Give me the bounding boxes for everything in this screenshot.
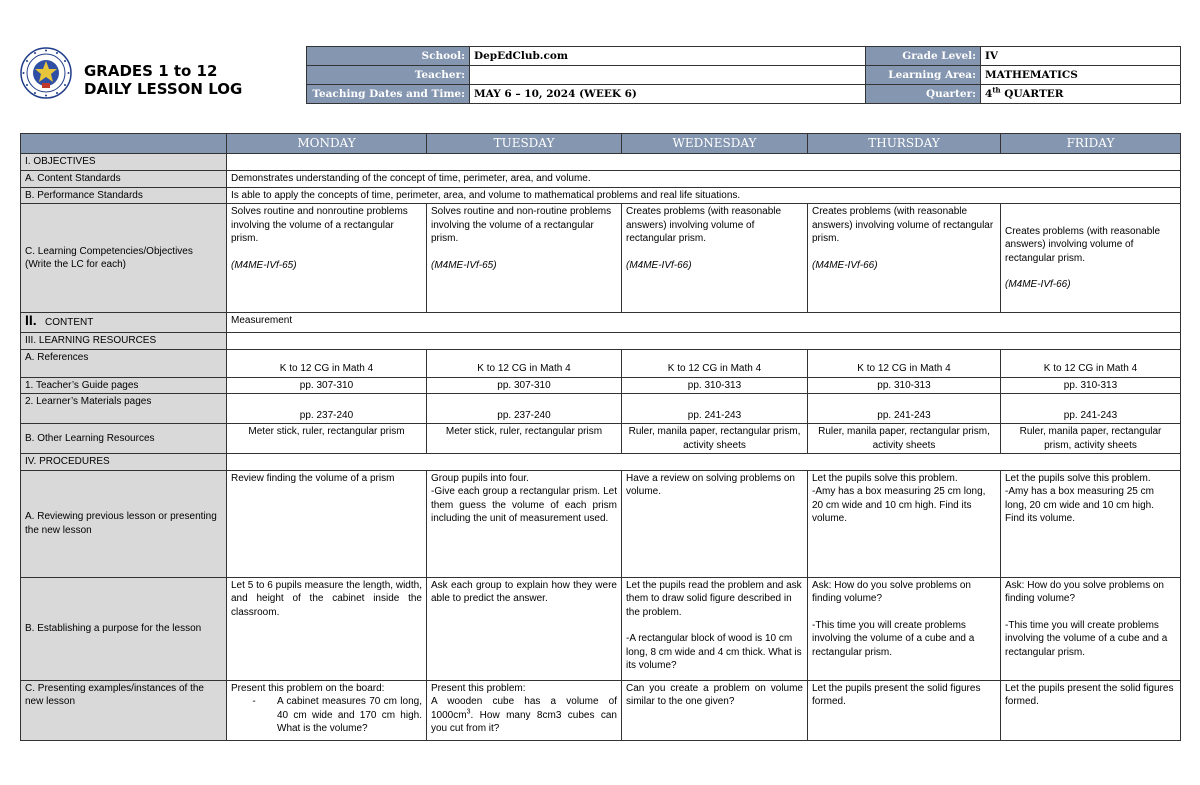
proc-c-monday [227, 680, 427, 740]
proc-b-wednesday-line2: -A rectangular block of wood is 10 cm long, 8 cm wide and 4 cm thick. What is its volume? [626, 633, 802, 671]
ref-friday: K to 12 CG in Math 4 [1001, 349, 1181, 377]
lc-text: Creates problems (with reasonable answers) involving volume of rectangular prism. [1005, 225, 1161, 264]
lm-thursday: pp. 241-243 [808, 394, 1001, 424]
objectives-blank-cell [227, 154, 1181, 171]
proc-c-tuesday-sup: 3 [466, 708, 471, 716]
grade-level-value: IV [981, 47, 1181, 66]
proc-a-tuesday-line2: -Give each group a rectangular prism. Let them guess the volume of each prism including the unit of measurement used. [431, 486, 617, 524]
lm-wednesday: pp. 241-243 [622, 394, 808, 424]
title-line-dll: DAILY LESSON LOG [84, 80, 243, 98]
proc-c-tuesday [427, 680, 622, 740]
lm-friday: pp. 241-243 [1001, 394, 1181, 424]
tg-thursday: pp. 310-313 [808, 377, 1001, 394]
tg-friday: pp. 310-313 [1001, 377, 1181, 394]
quarter-word: QUARTER [1000, 88, 1064, 100]
other-tuesday: Meter stick, ruler, rectangular prism [427, 424, 622, 454]
learning-area-label: Learning Area: [866, 66, 981, 85]
lc-label-line2: (Write the LC for each) [25, 259, 126, 270]
proc-b-wednesday-line1: Let the pupils read the problem and ask them to draw solid figure described in the problem. [626, 579, 802, 618]
ref-wednesday: K to 12 CG in Math 4 [622, 349, 808, 377]
content-heading-text: CONTENT [45, 317, 94, 328]
proc-b-monday: Let 5 to 6 pupils measure the length, width, and height of the cabinet inside the classroom. [227, 577, 427, 680]
document-title [84, 62, 242, 98]
learning-competencies-label [21, 204, 227, 313]
lc-monday [227, 204, 427, 313]
proc-a-tuesday [427, 470, 622, 577]
teacher-value [470, 66, 866, 85]
proc-a-thursday [808, 470, 1001, 577]
lc-text: Solves routine and nonroutine problems involving the volume of a rectangular prism. [231, 206, 408, 244]
grade-level-label: Grade Level: [866, 47, 981, 66]
proc-b-friday-line1: Ask: How do you solve problems on finding volume? [1005, 579, 1164, 604]
lc-text: Creates problems (with reasonable answers) involving volume of rectangular prism. [812, 206, 994, 244]
days-header-row [21, 134, 1181, 154]
day-wednesday: WEDNESDAY [622, 134, 808, 154]
tg-tuesday: pp. 307-310 [427, 377, 622, 394]
deped-seal-logo [20, 47, 72, 99]
days-corner-cell [21, 134, 227, 154]
ref-tuesday: K to 12 CG in Math 4 [427, 349, 622, 377]
lm-monday: pp. 237-240 [227, 394, 427, 424]
proc-b-thursday [808, 577, 1001, 680]
lc-code: (M4ME-IVf-65) [431, 259, 497, 271]
lc-code: (M4ME-IVf-65) [231, 259, 297, 271]
teaching-dates-value: MAY 6 – 10, 2024 (WEEK 6) [470, 85, 866, 104]
lc-code: (M4ME-IVf-66) [1005, 279, 1071, 290]
content-value: Measurement [227, 313, 1181, 333]
day-friday: FRIDAY [1001, 134, 1181, 154]
proc-b-tuesday: Ask each group to explain how they were able to predict the answer. [427, 577, 622, 680]
other-thursday: Ruler, manila paper, rectangular prism, activity sheets [808, 424, 1001, 454]
other-resources-label: B. Other Learning Resources [21, 424, 227, 454]
tg-monday: pp. 307-310 [227, 377, 427, 394]
day-thursday: THURSDAY [808, 134, 1001, 154]
references-label: A. References [21, 349, 227, 377]
learners-materials-label: 2. Learner’s Materials pages [21, 394, 227, 424]
content-standards-value: Demonstrates understanding of the concept of time, perimeter, area, and volume. [227, 171, 1181, 188]
proc-a-tuesday-line1: Group pupils into four. [431, 472, 529, 484]
learning-area-value: MATHEMATICS [981, 66, 1181, 85]
proc-b-thursday-line2: -This time you will create problems involving the volume of a cube and a rectangular prism. [812, 619, 975, 658]
content-standards-label: A. Content Standards [21, 171, 227, 188]
performance-standards-label: B. Performance Standards [21, 187, 227, 204]
presenting-examples-label: C. Presenting examples/instances of the new lesson [21, 680, 227, 740]
lm-tuesday: pp. 237-240 [427, 394, 622, 424]
reviewing-lesson-label: A. Reviewing previous lesson or presenting the new lesson [21, 470, 227, 577]
tg-wednesday: pp. 310-313 [622, 377, 808, 394]
lc-tuesday [427, 204, 622, 313]
other-monday: Meter stick, ruler, rectangular prism [227, 424, 427, 454]
day-tuesday: TUESDAY [427, 134, 622, 154]
school-label: School: [307, 47, 470, 66]
establishing-purpose-label: B. Establishing a purpose for the lesson [21, 577, 227, 680]
objectives-heading: I. OBJECTIVES [21, 154, 227, 171]
lc-code: (M4ME-IVf-66) [812, 259, 878, 271]
proc-c-tuesday-text-a: A wooden cube has a volume of 1000cm [431, 696, 617, 721]
proc-a-wednesday: Have a review on solving problems on volume. [622, 470, 808, 577]
lc-text: Solves routine and non-routine problems involving the volume of a rectangular prism. [431, 206, 612, 244]
teacher-label: Teacher: [307, 66, 470, 85]
lc-text: Creates problems (with reasonable answers) involving volume of rectangular prism. [626, 206, 782, 244]
quarter-ordinal: th [992, 85, 1001, 95]
header-info-table [306, 46, 1181, 104]
quarter-value [981, 85, 1181, 104]
lc-friday [1001, 204, 1181, 313]
proc-b-thursday-line1: Ask: How do you solve problems on finding volume? [812, 579, 971, 604]
lc-code: (M4ME-IVf-66) [626, 259, 692, 271]
resources-blank-cell [227, 333, 1181, 350]
proc-c-thursday: Let the pupils present the solid figures formed. [808, 680, 1001, 740]
school-value: DepEdClub.com [470, 47, 866, 66]
proc-c-monday-line2: A cabinet measures 70 cm long, 40 cm wide and 170 cm high. What is the volume? [277, 696, 422, 734]
lc-thursday [808, 204, 1001, 313]
proc-a-friday-line2: -Amy has a box measuring 25 cm long, 20 cm wide and 10 cm high. Find its volume. [1005, 486, 1154, 524]
ref-monday: K to 12 CG in Math 4 [227, 349, 427, 377]
daily-lesson-log-table [20, 133, 1181, 741]
ref-thursday: K to 12 CG in Math 4 [808, 349, 1001, 377]
quarter-label: Quarter: [866, 85, 981, 104]
proc-c-tuesday-text-b: . How many 8cm3 cubes can you cut from it? [431, 709, 617, 734]
teachers-guide-label: 1. Teacher’s Guide pages [21, 377, 227, 394]
proc-a-thursday-line1: Let the pupils solve this problem. [812, 472, 958, 484]
proc-b-friday-line2: -This time you will create problems involving the volume of a cube and a rectangular prism. [1005, 619, 1168, 658]
proc-c-tuesday-line1: Present this problem: [431, 682, 526, 694]
day-monday: MONDAY [227, 134, 427, 154]
lc-label-line1: C. Learning Competencies/Objectives [25, 245, 193, 257]
proc-c-tuesday-line2 [431, 695, 617, 736]
proc-c-monday-bullet: - [252, 696, 256, 707]
other-friday: Ruler, manila paper, rectangular prism, activity sheets [1001, 424, 1181, 454]
performance-standards-value: Is able to apply the concepts of time, perimeter, area, and volume to mathematical problems and real life situations. [227, 187, 1181, 204]
proc-a-thursday-line2: -Amy has a box measuring 25 cm long, 20 cm wide and 10 cm high. Find its volume. [812, 486, 986, 524]
teaching-dates-label: Teaching Dates and Time: [307, 85, 470, 104]
proc-a-friday [1001, 470, 1181, 577]
procedures-heading: IV. PROCEDURES [21, 454, 227, 471]
proc-b-friday [1001, 577, 1181, 680]
proc-c-monday-line1: Present this problem on the board: [231, 682, 385, 694]
other-wednesday: Ruler, manila paper, rectangular prism, activity sheets [622, 424, 808, 454]
proc-c-friday: Let the pupils present the solid figures formed. [1001, 680, 1181, 740]
content-numeral: II. [25, 312, 37, 328]
learning-resources-heading: III. LEARNING RESOURCES [21, 333, 227, 350]
quarter-number: 4 [985, 88, 993, 100]
lc-wednesday [622, 204, 808, 313]
title-line-grades: GRADES 1 to 12 [84, 62, 218, 80]
proc-a-friday-line1: Let the pupils solve this problem. [1005, 472, 1151, 484]
proc-b-wednesday [622, 577, 808, 680]
proc-a-monday: Review finding the volume of a prism [227, 470, 427, 577]
proc-c-wednesday: Can you create a problem on volume similar to the one given? [622, 680, 808, 740]
content-heading [21, 313, 227, 333]
procedures-blank-cell [227, 454, 1181, 471]
